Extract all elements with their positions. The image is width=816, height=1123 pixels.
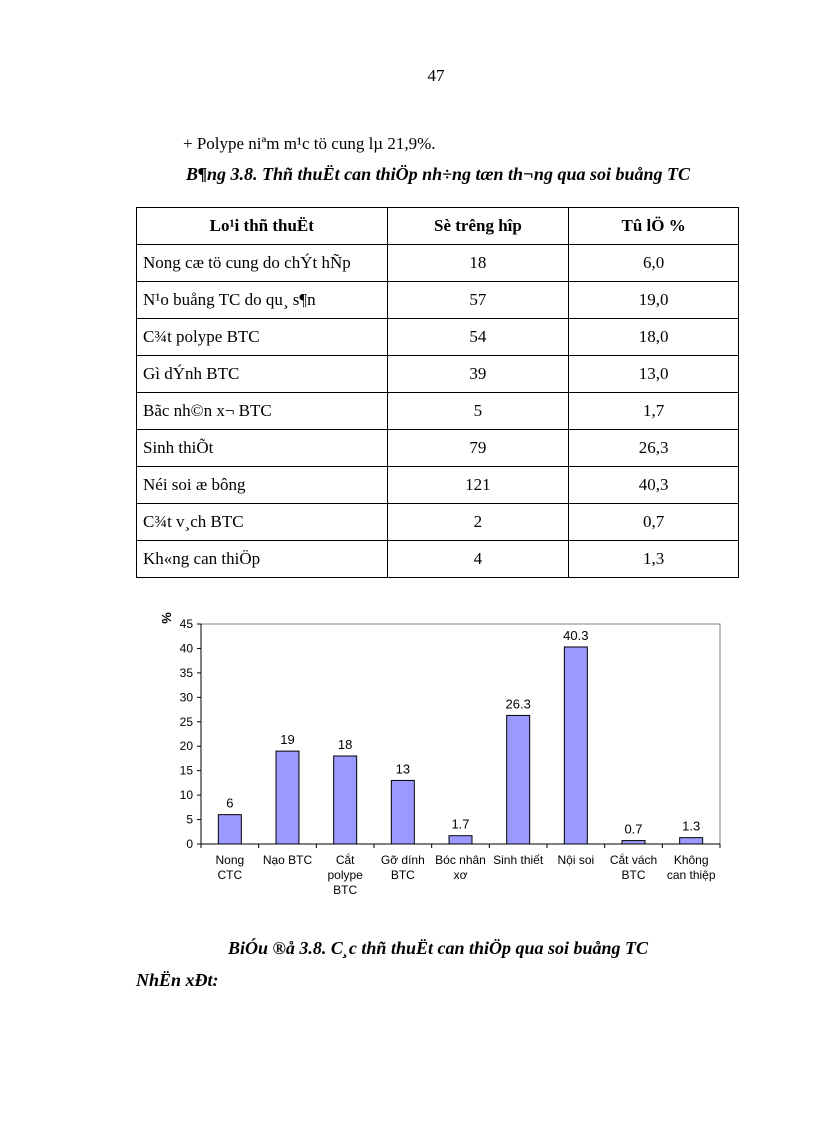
cell-percent: 18,0 — [569, 319, 739, 356]
data-label: 19 — [280, 732, 295, 748]
cell-percent: 1,3 — [569, 541, 739, 578]
x-tick-label-line: xơ — [453, 868, 468, 882]
x-tick-label-line: can thiệp — [666, 868, 716, 882]
bar — [564, 647, 587, 844]
x-tick-label — [327, 852, 363, 897]
data-label: 1.7 — [451, 816, 470, 832]
cell-count: 2 — [387, 504, 569, 541]
table-row — [137, 356, 739, 393]
x-tick-label — [435, 853, 486, 882]
cell-count: 57 — [387, 282, 569, 319]
table-header-row — [137, 208, 739, 245]
x-tick-label-line: Cắt — [335, 853, 355, 867]
x-tick-label — [557, 853, 594, 867]
y-tick-label: 35 — [179, 665, 193, 680]
x-tick-label-line: Nong — [215, 853, 245, 867]
x-tick-label — [493, 853, 544, 867]
intro-line: + Polype niªm m¹c tö cung lµ 21,9%. — [183, 134, 436, 153]
bar — [680, 838, 703, 844]
cell-percent: 1,7 — [569, 393, 739, 430]
bar — [622, 841, 645, 844]
data-label: 0.7 — [624, 821, 643, 837]
cell-procedure: Kh«ng can thiÖp — [137, 541, 388, 578]
header-case-count: Sè trêng hîp — [387, 208, 569, 245]
data-label: 40.3 — [563, 627, 589, 643]
x-tick-label-line: Nạo BTC — [262, 853, 313, 867]
x-tick-label-line: Bóc nhân — [435, 853, 486, 867]
x-tick-label-line: Không — [673, 853, 709, 867]
data-label: 18 — [337, 737, 353, 752]
header-percentage: Tû lÖ % — [569, 208, 739, 245]
cell-procedure: C¾t v¸ch BTC — [137, 504, 388, 541]
table-row — [137, 504, 739, 541]
x-tick-label-line: Nội soi — [557, 853, 595, 867]
table-caption: B¶ng 3.8. Thñ thuËt can thiÖp nh÷ng tæn th¬ng qua soi buång TC — [186, 164, 690, 184]
bar — [276, 751, 299, 844]
cell-count: 5 — [387, 393, 569, 430]
page-number: 47 — [427, 66, 445, 85]
data-label: 13 — [395, 761, 411, 777]
table-row — [137, 430, 739, 467]
cell-percent: 19,0 — [569, 282, 739, 319]
data-label: 6 — [226, 795, 234, 811]
cell-percent: 26,3 — [569, 430, 739, 467]
table-row — [137, 282, 739, 319]
cell-procedure: Gì dÝnh BTC — [137, 356, 388, 393]
cell-count: 79 — [387, 430, 569, 467]
cell-procedure: C¾t polype BTC — [137, 319, 388, 356]
table-row — [137, 319, 739, 356]
cell-percent: 6,0 — [569, 245, 739, 282]
y-tick-label: 15 — [179, 763, 193, 778]
y-tick-label: 20 — [179, 739, 193, 754]
y-tick-label: 25 — [179, 714, 193, 729]
header-procedure-type: Lo¹i thñ thuËt — [137, 208, 388, 245]
cell-procedure: Néi soi æ bông — [137, 467, 388, 504]
figure-caption: BiÓu ®å 3.8. C¸c thñ thuËt can thiÖp qua soi buång TC — [227, 938, 649, 958]
table-row — [137, 393, 739, 430]
cell-count: 39 — [387, 356, 569, 393]
y-tick-label: 5 — [186, 812, 193, 827]
procedure-bar-chart — [136, 604, 726, 914]
x-tick-label-line: Cắt vách — [609, 853, 658, 867]
x-tick-label-line: Gỡ dính — [380, 853, 425, 867]
x-tick-label — [381, 853, 425, 882]
x-tick-label-line: BTC — [390, 868, 415, 882]
y-tick-label: 40 — [179, 641, 193, 656]
x-tick-label-line: CTC — [217, 868, 243, 882]
y-axis-label: % — [159, 612, 174, 624]
x-tick-label — [215, 853, 244, 882]
table-row — [137, 245, 739, 282]
bar — [449, 836, 472, 844]
bar — [391, 780, 414, 844]
cell-percent: 0,7 — [569, 504, 739, 541]
cell-procedure: N¹o buång TC do qu¸ s¶n — [137, 282, 388, 319]
cell-procedure: Sinh thiÕt — [137, 430, 388, 467]
x-tick-label-line: BTC — [621, 868, 646, 882]
x-tick-label — [263, 853, 313, 867]
x-tick-label-line: Sinh thiết — [493, 853, 544, 867]
y-tick-label: 0 — [186, 837, 193, 851]
table-row — [137, 467, 739, 504]
y-tick-label: 45 — [179, 617, 193, 631]
cell-count: 18 — [387, 245, 569, 282]
cell-count: 121 — [387, 467, 569, 504]
procedure-table — [136, 207, 739, 578]
bar — [507, 715, 530, 844]
remark-heading: NhËn xÐt: — [136, 970, 219, 990]
data-label: 26.3 — [505, 696, 531, 712]
data-label: 1.3 — [682, 818, 701, 834]
x-tick-label-line: polype — [327, 868, 363, 882]
x-tick-label — [610, 852, 657, 882]
x-tick-label — [667, 853, 716, 882]
cell-count: 54 — [387, 319, 569, 356]
y-tick-label: 30 — [179, 690, 193, 705]
cell-percent: 40,3 — [569, 467, 739, 504]
cell-procedure: Bãc nh©n x¬ BTC — [137, 393, 388, 430]
table-row — [137, 541, 739, 578]
x-tick-label-line: BTC — [333, 883, 358, 897]
y-tick-label: 10 — [179, 788, 193, 803]
bar — [218, 815, 241, 844]
cell-count: 4 — [387, 541, 569, 578]
cell-percent: 13,0 — [569, 356, 739, 393]
bar — [334, 756, 357, 844]
cell-procedure: Nong cæ tö cung do chÝt hÑp — [137, 245, 388, 282]
